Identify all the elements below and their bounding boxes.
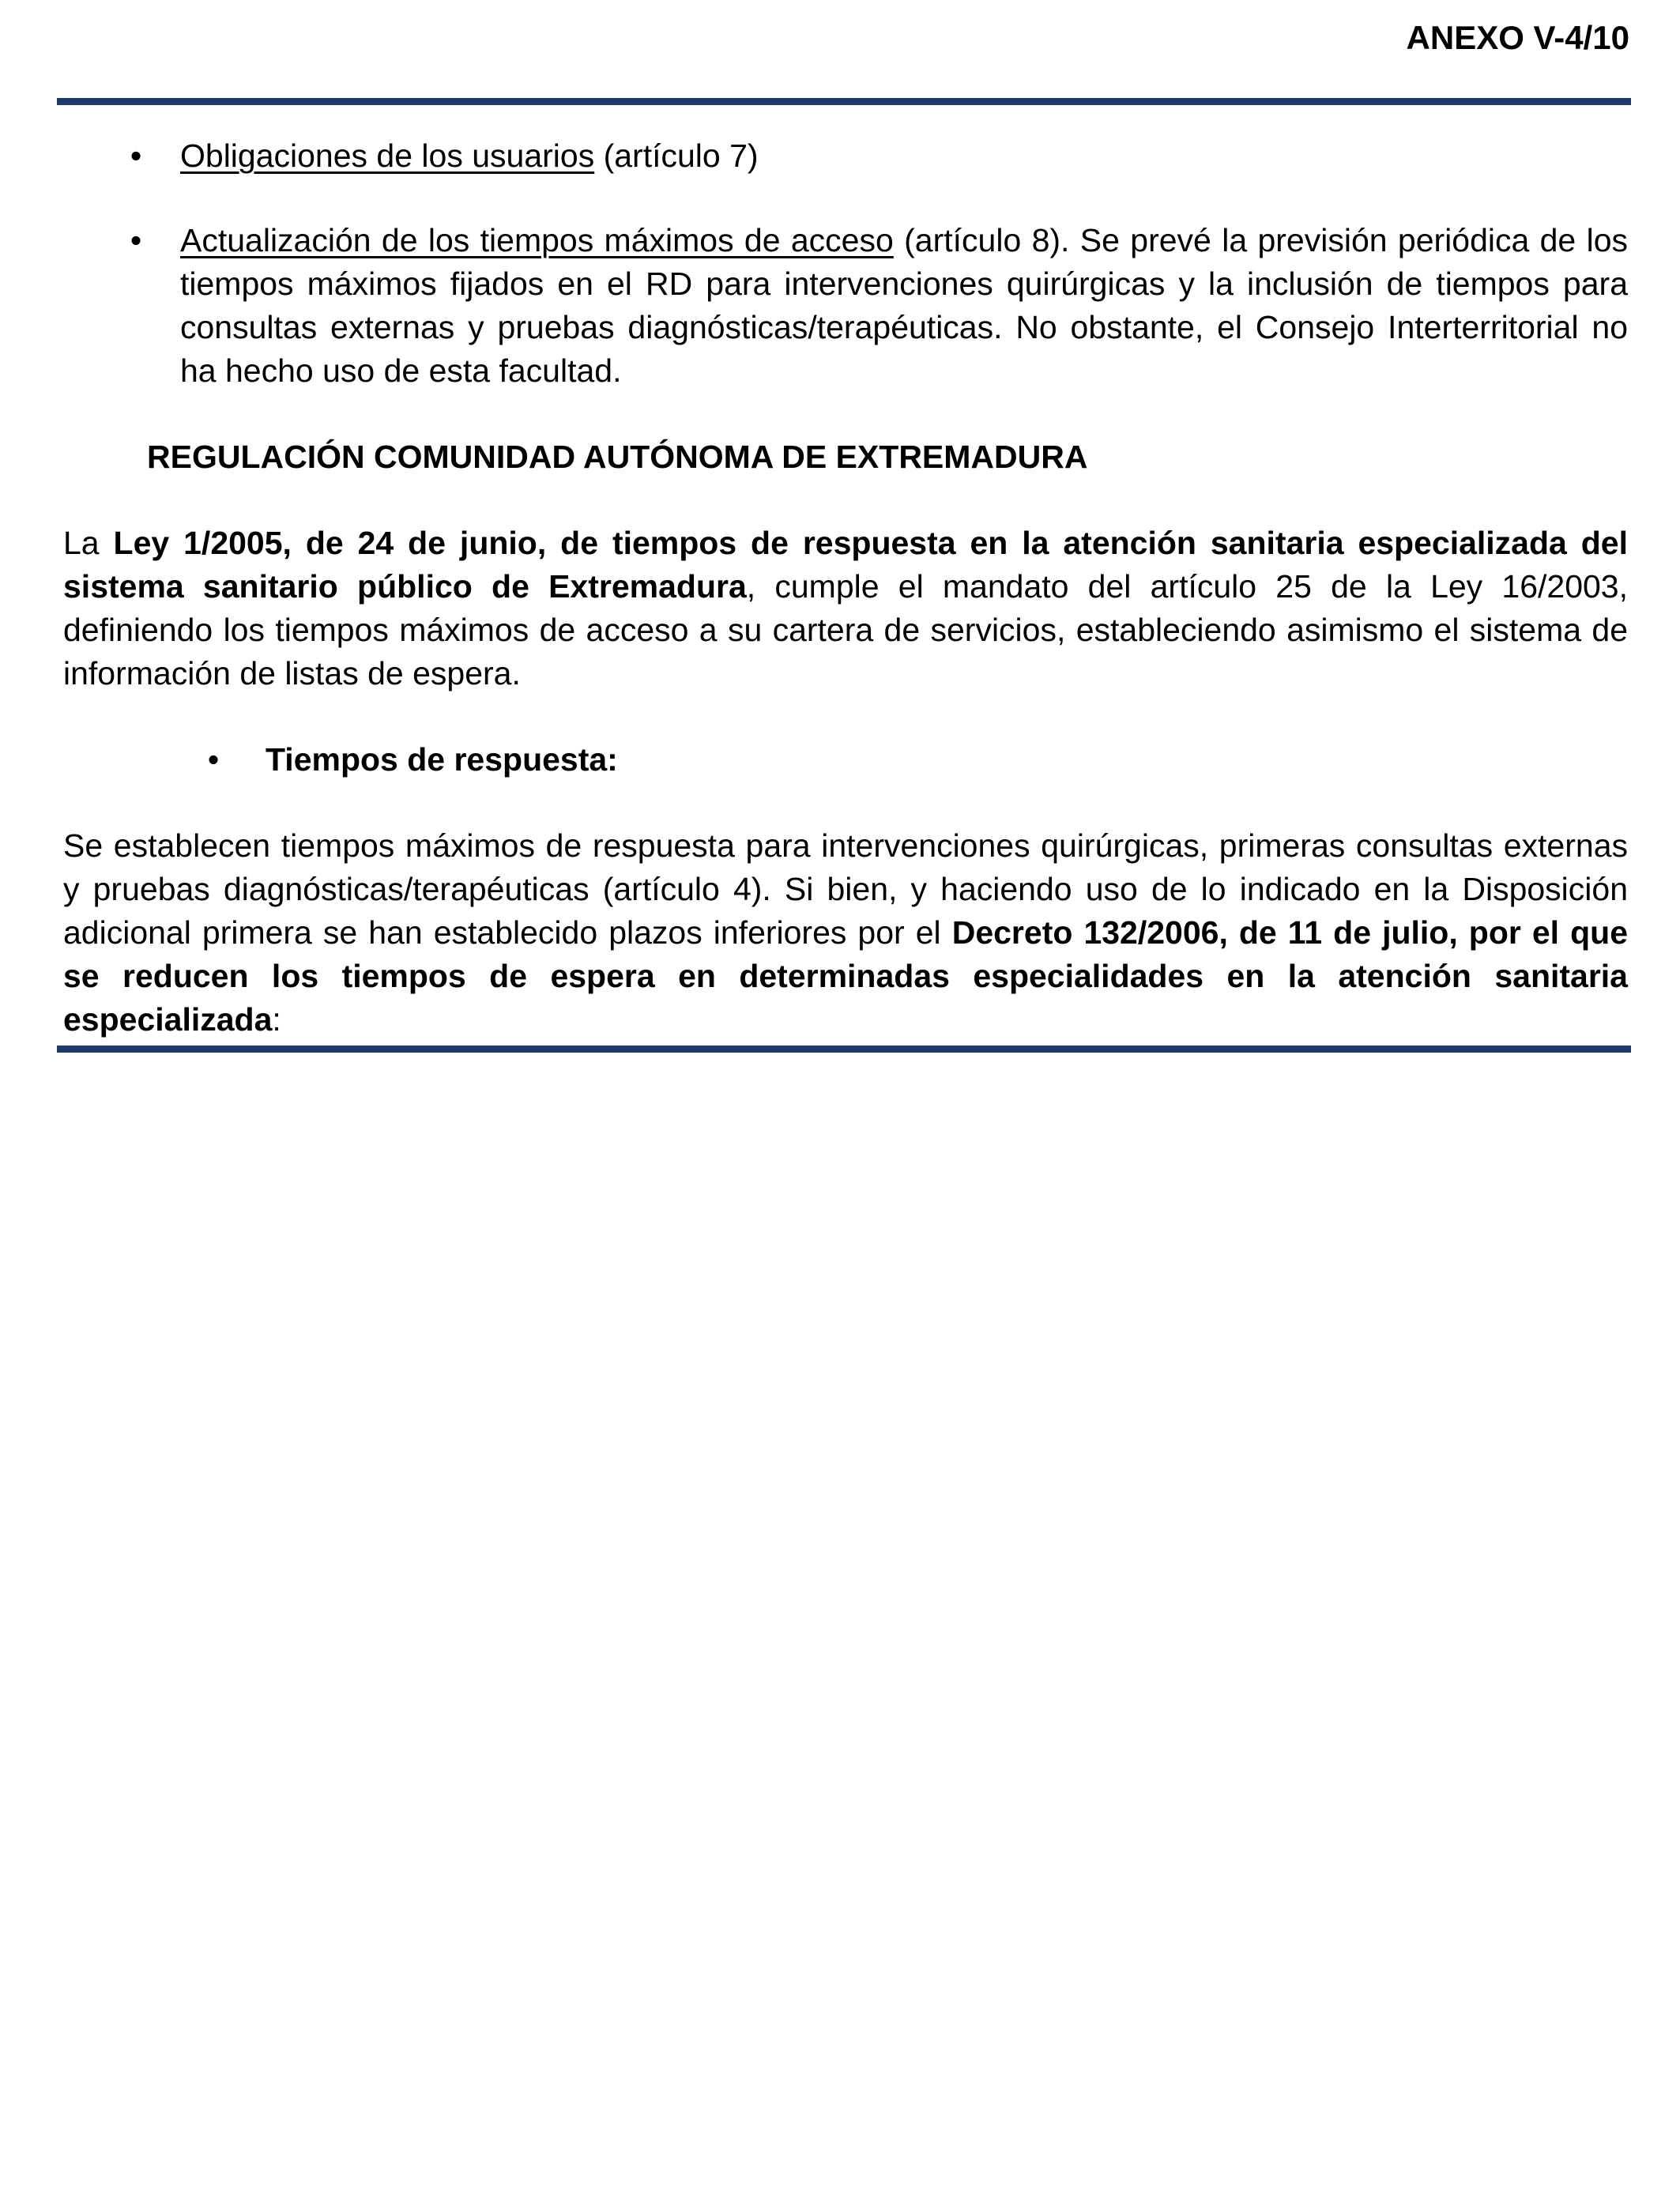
- paragraph-text: , cumple el mandato del artículo 25 de la Ley 16/2003, definiendo los tiempos máximos de acceso a su cartera de servicios, estableciendo asimismo el sistema de información de listas de espera.: [63, 568, 1628, 691]
- bullet-icon: •: [130, 222, 142, 258]
- bottom-rule: [57, 1046, 1631, 1053]
- bullet-icon: •: [130, 138, 142, 174]
- list-item-title: Actualización de los tiempos máximos de acceso: [180, 222, 894, 258]
- list-item-text: (artículo 8). Se prevé la previsión periódica de los tiempos máximos fijados en el RD para intervenciones quirúrgicas y la inclusión de tiempos para consultas externas y pruebas diagnósticas/terapéuticas. No obstante, el Consejo Interterritorial no ha hecho uso de esta facultad.: [180, 222, 1629, 389]
- subheading-text: Tiempos de respuesta:: [266, 741, 618, 778]
- paragraph-text: La: [63, 525, 114, 561]
- paragraph-tiempos: [63, 824, 1628, 1042]
- list-item-title: Obligaciones de los usuarios: [180, 138, 595, 174]
- annex-label: ANEXO V-4/10: [1406, 19, 1629, 56]
- decree-title: Decreto 132/2006, de 11 de julio, por el que se reducen los tiempos de espera en determinadas especialidades en la atención sanitaria especializada: [63, 914, 1629, 1038]
- list-item-actualizacion: [63, 219, 1628, 393]
- law-title: Ley 1/2005, de 24 de junio, de tiempos de respuesta en la atención sanitaria especializada del sistema sanitario público de Extremadura: [63, 525, 1628, 605]
- top-rule: [57, 98, 1631, 105]
- paragraph-text: :: [272, 1001, 281, 1038]
- section-heading: REGULACIÓN COMUNIDAD AUTÓNOMA DE EXTREMADURA: [147, 439, 1088, 475]
- subheading-tiempos: [63, 738, 1628, 782]
- paragraph-ley: [63, 522, 1628, 695]
- paragraph-text: Se establecen tiempos máximos de respuesta para intervenciones quirúrgicas, primeras consultas externas y pruebas diagnósticas/terapéuticas (artículo 4). Si bien, y haciendo uso de lo indicado en la Disposición adicional primera se han establecido plazos inferiores por el: [63, 827, 1628, 951]
- bullet-icon: •: [207, 741, 220, 778]
- list-item-text: (artículo 7): [594, 138, 759, 174]
- document-body: [63, 134, 1628, 1042]
- list-item-obligaciones: [63, 134, 1628, 178]
